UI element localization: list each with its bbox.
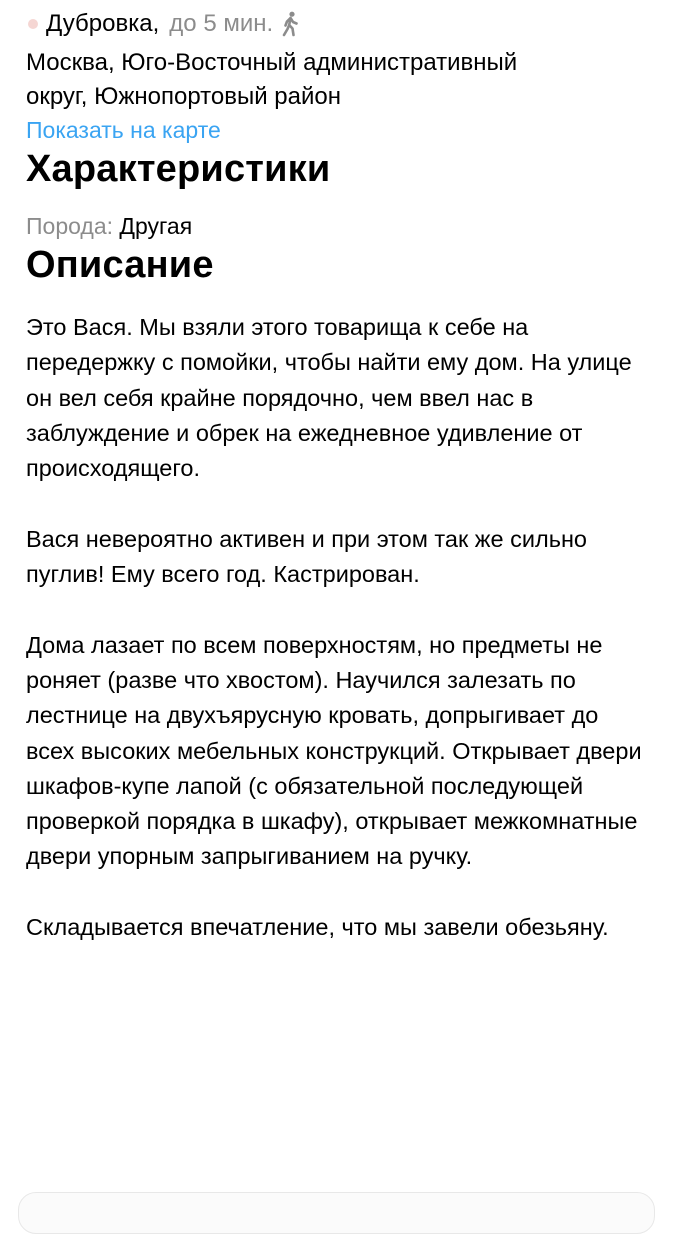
metro-line-dot-icon xyxy=(28,19,38,29)
address xyxy=(26,46,645,114)
walking-person-icon xyxy=(279,11,301,37)
metro-station-name: Дубровка, xyxy=(46,10,160,37)
description-paragraph: Вася невероятно активен и при этом так же сильно пуглив! Ему всего год. Кастрирован. xyxy=(26,525,588,588)
param-key: Порода: xyxy=(26,213,114,239)
description-paragraph: Это Вася. Мы взяли этого товарища к себе на передержку с помойки, чтобы найти ему дом. На улице он вел себя крайне порядочно, чем ввел нас в заблуждение и обрек на ежедневное удивление от происходящего. xyxy=(26,314,632,482)
description-paragraph: Дома лазает по всем поверхностям, но предметы не роняет (разве что хвостом). Научился залезать по лестнице на двухъярусную кровать, допрыгивает до всех высоких мебельных конструкций. Открывает двери шкафов-купе лапой (с обязательной последующей проверкой порядка в шкафу), открывает межкомнатные двери упорным запрыгиванием на ручку. xyxy=(26,631,642,870)
description-paragraph: Складывается впечатление, что мы завели обезьяну. xyxy=(26,914,609,941)
address-line-2: округ, Южнопортовый район xyxy=(26,83,341,110)
param-breed xyxy=(26,210,645,242)
param-value: Другая xyxy=(119,213,193,239)
location-block xyxy=(26,0,645,146)
metro-station-row xyxy=(26,6,645,42)
show-on-map-link[interactable]: Показать на карте xyxy=(26,117,221,143)
characteristics-title: Характеристики xyxy=(26,148,331,190)
metro-walk-time: до 5 мин. xyxy=(169,10,274,37)
next-section-card xyxy=(18,1192,655,1234)
description-text xyxy=(26,310,645,945)
address-line-1: Москва, Юго-Восточный административный xyxy=(26,49,518,76)
description-title: Описание xyxy=(26,244,214,286)
